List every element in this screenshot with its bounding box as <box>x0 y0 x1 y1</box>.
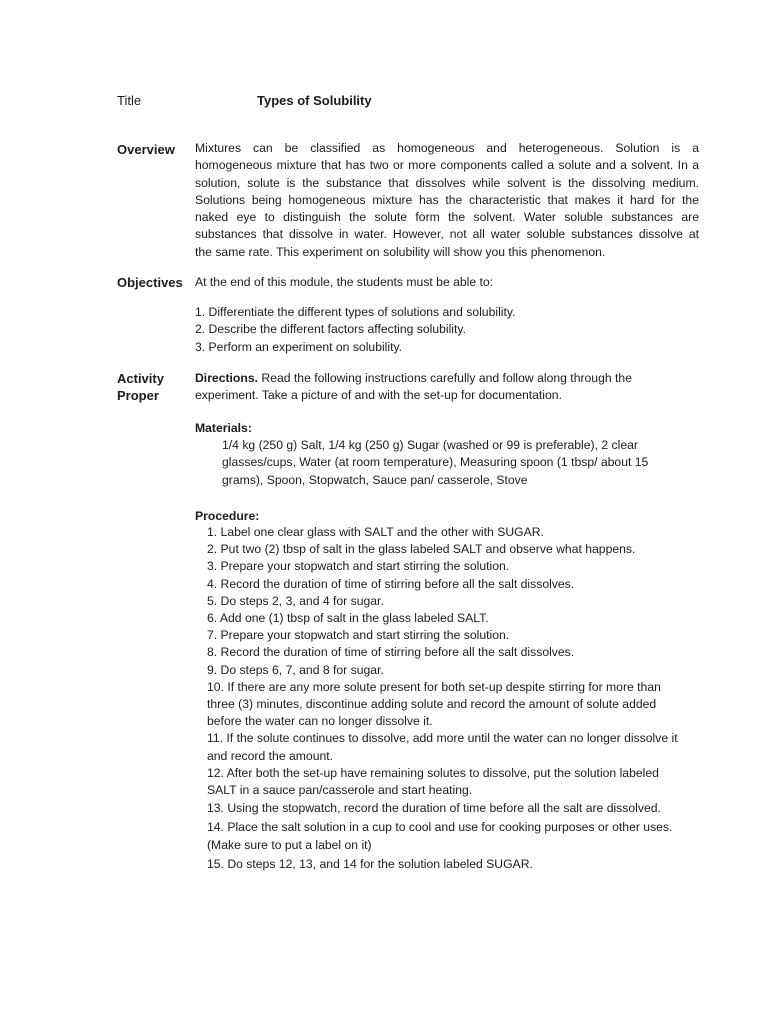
materials-line: glasses/cups, Water (at room temperature), Measuring spoon (1 tbsp/ about 15 <box>222 455 649 470</box>
procedure-step: 1. Label one clear glass with SALT and the other with SUGAR. <box>207 525 544 539</box>
procedure-step: 4. Record the duration of time of stirring before all the salt dissolves. <box>207 576 575 591</box>
procedure-step: 12. After both the set-up have remaining solutes to dissolve, put the solution labeled <box>207 765 659 780</box>
objective-item: 3. Perform an experiment on solubility. <box>195 339 403 354</box>
procedure-step: three (3) minutes, discontinue adding solute and record the amount of solute added <box>207 697 657 712</box>
document-title: Types of Solubility <box>257 93 372 108</box>
directions-line1 <box>195 370 632 387</box>
procedure-step: 9. Do steps 6, 7, and 8 for sugar. <box>207 662 384 677</box>
procedure-list <box>207 524 707 873</box>
objectives-label: Objectives <box>117 275 183 290</box>
activity-label-line2: Proper <box>117 388 159 403</box>
objectives-intro: At the end of this module, the students must be able to: <box>195 275 494 289</box>
materials-line: 1/4 kg (250 g) Salt, 1/4 kg (250 g) Sugar (washed or 99 is preferable), 2 clear <box>222 438 638 452</box>
procedure-step: 13. Using the stopwatch, record the duration of time before all the salt are dissolved. <box>207 801 661 816</box>
procedure-step: 6. Add one (1) tbsp of salt in the glass labeled SALT. <box>207 611 489 626</box>
procedure-step: 14. Place the salt solution in a cup to cool and use for cooking purposes or other uses. <box>207 819 673 834</box>
procedure-step: 10. If there are any more solute present for both set-up despite stirring for more than <box>207 679 661 694</box>
procedure-step: 3. Prepare your stopwatch and start stirring the solution. <box>207 559 510 574</box>
directions-label: Directions. <box>195 371 258 385</box>
objective-item: 2. Describe the different factors affecting solubility. <box>195 322 466 337</box>
procedure-step: SALT in a sauce pan/casserole and start heating. <box>207 783 473 798</box>
materials-list <box>222 437 672 489</box>
overview-line: homogeneous mixture that has two or more components called a solute and a solvent. In a <box>195 158 699 173</box>
procedure-step: 7. Prepare your stopwatch and start stirring the solution. <box>207 628 510 643</box>
directions-line2: experiment. Take a picture of and with the set-up for documentation. <box>195 388 562 402</box>
overview-line: the same rate. This experiment on solubility will show you this phenomenon. <box>195 244 606 259</box>
materials-label: Materials: <box>195 421 252 435</box>
procedure-step: 11. If the solute continues to dissolve, add more until the water can no longer dissolve it <box>207 731 678 746</box>
procedure-step: and record the amount. <box>207 748 334 763</box>
activity-label-line1: Activity <box>117 371 164 386</box>
procedure-label: Procedure: <box>195 509 260 523</box>
objective-item: 1. Differentiate the different types of solutions and solubility. <box>195 305 516 319</box>
procedure-step: 5. Do steps 2, 3, and 4 for sugar. <box>207 593 384 608</box>
procedure-step: 8. Record the duration of time of stirring before all the salt dissolves. <box>207 645 575 660</box>
overview-line: Mixtures can be classified as homogeneous and heterogeneous. Solution is a <box>195 141 699 155</box>
procedure-step: 2. Put two (2) tbsp of salt in the glass labeled SALT and observe what happens. <box>207 542 636 557</box>
procedure-step: 15. Do steps 12, 13, and 14 for the solution labeled SUGAR. <box>207 856 533 871</box>
overview-line: solution, solute is the substance that dissolves while solvent is the dissolving medium. <box>195 175 699 190</box>
title-label: Title <box>117 93 142 108</box>
overview-line: Solutions being homogeneous mixture has the characteristic that makes it hard for the <box>195 192 699 207</box>
overview-line: naked eye to distinguish the solute form the solvent. Water soluble substances are <box>195 210 699 225</box>
overview-paragraph <box>195 140 699 261</box>
materials-line: grams), Spoon, Stopwatch, Sauce pan/ casserole, Stove <box>222 472 528 487</box>
procedure-step: (Make sure to put a label on it) <box>207 838 372 853</box>
overview-line: substances that dissolve in water. However, not all water soluble substances dissolve at <box>195 227 699 242</box>
directions-text: Read the following instructions carefully and follow along through the <box>258 371 632 385</box>
procedure-step: before the water can no longer dissolve it. <box>207 714 433 729</box>
overview-label: Overview <box>117 142 175 157</box>
objectives-list <box>195 304 515 356</box>
